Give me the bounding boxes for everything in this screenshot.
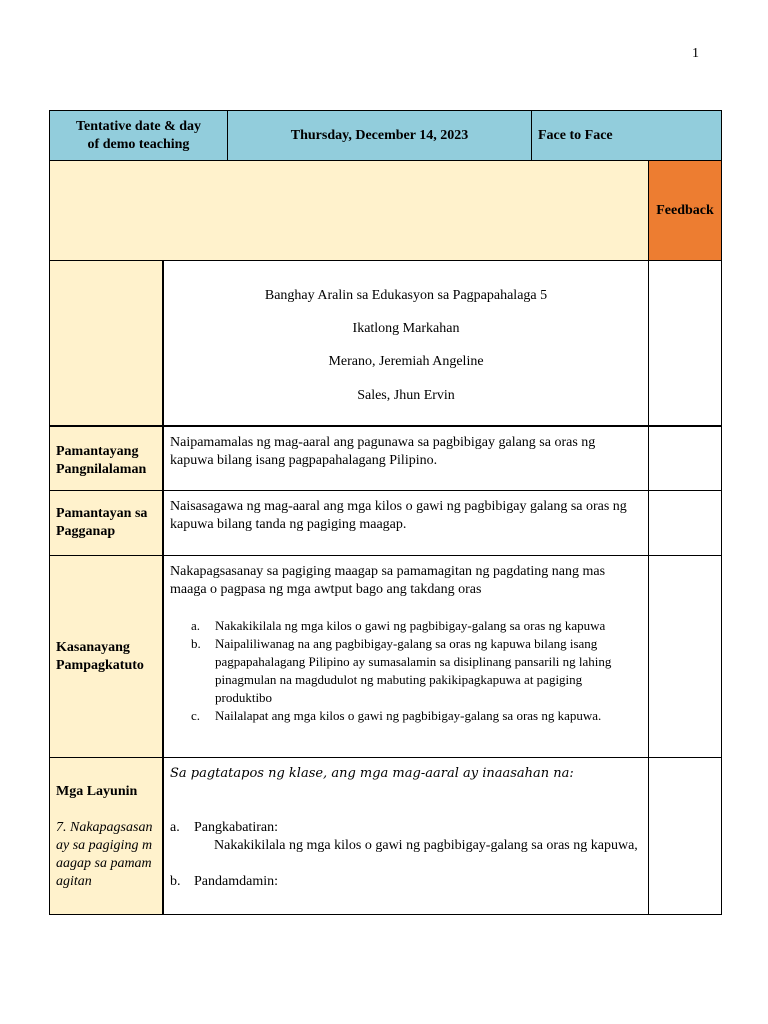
banner-cell xyxy=(50,161,649,260)
objective-a-text: Nakakikilala ng mga kilos o gawi ng pagbibigay-galang sa oras ng kapuwa, xyxy=(214,838,638,853)
row-label: Kasanayang Pampagkatuto xyxy=(56,639,144,673)
title-row xyxy=(49,261,722,427)
row-pamantayang-pangnilalaman xyxy=(49,427,722,491)
feedback-label: Feedback xyxy=(656,202,714,218)
label-cell xyxy=(50,491,164,555)
competency-list xyxy=(170,617,642,725)
row-content: Naisasagawa ng mag-aaral ang mga kilos o gawi ng pagbibigay galang sa oras ng kapuwa bilang tanda ng pagiging maagap. xyxy=(170,499,627,532)
row-mga-layunin xyxy=(49,758,722,915)
title-feedback-cell xyxy=(649,261,721,425)
row-label: Mga Layunin xyxy=(56,784,138,799)
objective-a-marker: a. xyxy=(170,820,180,835)
title-line-1: Banghay Aralin sa Edukasyon sa Pagpapahalaga 5 xyxy=(264,288,548,303)
page-number: 1 xyxy=(692,46,699,61)
title-line-2: Ikatlong Markahan xyxy=(352,321,460,336)
date-value: Thursday, December 14, 2023 xyxy=(290,127,469,143)
label-cell xyxy=(50,758,164,914)
objectives-intro: Sa pagtatapos ng klase, ang mga mag-aaral ay inaasahan na: xyxy=(170,766,574,781)
date-label: Tentative date & day of demo teaching xyxy=(75,118,202,152)
title-line-4: Sales, Jhun Ervin xyxy=(357,388,455,403)
objective-a xyxy=(170,819,642,837)
feedback-header-cell xyxy=(649,161,721,260)
banner-row xyxy=(49,161,722,261)
row-content: Naipamamalas ng mag-aaral ang pagunawa sa pagbibigay galang sa oras ng kapuwa bilang isang pagpapahalagang Pilipino. xyxy=(170,435,596,468)
objective-b-marker: b. xyxy=(170,874,181,889)
label-cell xyxy=(50,556,164,757)
row-kasanayang-pampagkatuto xyxy=(49,556,722,758)
list-marker: b. xyxy=(191,636,201,651)
competency-intro: Nakapagsasanay sa pagiging maagap sa pamamagitan ng pagdating nang mas maaga o pagpasa ng mga awtput bago ang takdang oras xyxy=(170,564,606,597)
list-text: Nakakikilala ng mga kilos o gawi ng pagbibigay-galang sa oras ng kapuwa xyxy=(215,618,606,633)
list-text: Nailalapat ang mga kilos o gawi ng pagbibigay-galang sa oras ng kapuwa. xyxy=(215,708,602,723)
title-left-cell xyxy=(50,261,164,425)
objective-a-label: Pangkabatiran: xyxy=(194,820,278,835)
lesson-plan-table xyxy=(49,110,722,915)
date-label-cell xyxy=(50,111,228,160)
list-item xyxy=(170,707,642,725)
list-item xyxy=(170,635,642,707)
feedback-cell xyxy=(649,556,721,757)
objective-b xyxy=(170,873,642,891)
mode-cell xyxy=(532,111,721,160)
list-item xyxy=(170,617,642,635)
content-cell xyxy=(164,758,649,914)
list-marker: c. xyxy=(191,708,201,723)
content-cell xyxy=(164,556,649,757)
feedback-cell xyxy=(649,758,721,914)
content-cell xyxy=(164,427,649,490)
objective-sub-label: 7. Nakapagsasanay sa pagiging maagap sa pamamagitan xyxy=(56,820,153,889)
mode-value: Face to Face xyxy=(538,127,613,143)
feedback-cell xyxy=(649,427,721,490)
row-pamantayan-sa-pagganap xyxy=(49,491,722,556)
header-row xyxy=(49,110,722,161)
date-value-cell xyxy=(228,111,532,160)
list-text: Naipaliliwanag na ang pagbibigay-galang sa oras ng kapuwa bilang isang pagpapahalagang Pilipino ay sumasalamin sa disiplinang pansarili ng lahing pinagmulan na magdudulot ng mabuting pakikipagkapuwa at pagiging produktibo xyxy=(215,636,612,705)
title-line-3: Merano, Jeremiah Angeline xyxy=(328,354,484,369)
feedback-cell xyxy=(649,491,721,555)
row-label: Pamantayan sa Pagganap xyxy=(56,506,148,539)
label-cell xyxy=(50,427,164,490)
title-content-cell xyxy=(164,261,649,425)
list-marker: a. xyxy=(191,618,201,633)
objective-b-label: Pandamdamin: xyxy=(194,874,278,889)
row-label: Pamantayang Pangnilalaman xyxy=(56,443,147,477)
content-cell xyxy=(164,491,649,555)
